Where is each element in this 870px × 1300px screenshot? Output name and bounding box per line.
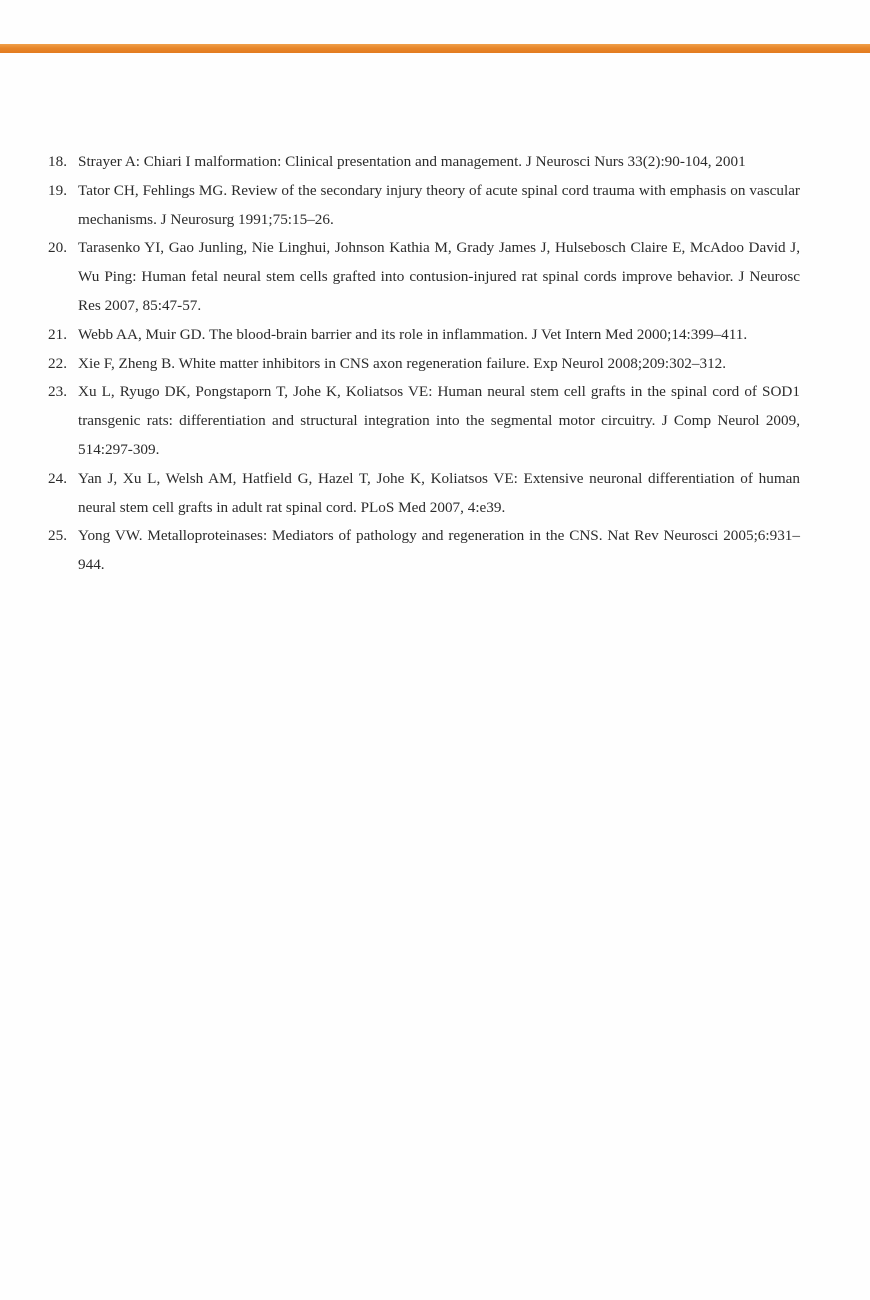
reference-number: 23.	[48, 383, 67, 401]
reference-text: Yan J, Xu L, Welsh AM, Hatfield G, Hazel T, Johe K, Koliatsos VE: Extensive neuronal differentiation of human neural stem cell grafts in adult rat spinal cord. PLoS Med 2007, 4:e39.	[78, 469, 800, 516]
reference-number: 22.	[48, 354, 67, 372]
reference-text: Webb AA, Muir GD. The blood-brain barrier and its role in inflammation. J Vet Intern Med 2000;14:399–411.	[78, 325, 748, 343]
reference-item	[48, 465, 800, 523]
reference-text: Xu L, Ryugo DK, Pongstaporn T, Johe K, Koliatsos VE: Human neural stem cell grafts in the spinal cord of SOD1 transgenic rats: differentiation and structural integration into the segmental motor circuitry. J Comp Neurol 2009, 514:297-309.	[78, 383, 800, 458]
reference-text: Tator CH, Fehlings MG. Review of the secondary injury theory of acute spinal cord trauma with emphasis on vascular mechanisms. J Neurosurg 1991;75:15–26.	[78, 181, 800, 228]
reference-item	[48, 148, 800, 177]
reference-item	[48, 522, 800, 580]
reference-number: 21.	[48, 325, 67, 343]
reference-number: 18.	[48, 153, 67, 170]
reference-text: Strayer A: Chiari I malformation: Clinical presentation and management. J Neurosci Nurs 33(2):90-104, 2001	[78, 153, 746, 170]
reference-number: 19.	[48, 181, 67, 199]
reference-number: 25.	[48, 527, 67, 545]
reference-item	[48, 321, 800, 350]
reference-list	[48, 148, 800, 580]
reference-number: 20.	[48, 239, 67, 257]
reference-text: Yong VW. Metalloproteinases: Mediators of pathology and regeneration in the CNS. Nat Rev Neurosci 2005;6:931–944.	[78, 527, 800, 574]
reference-item	[48, 234, 800, 320]
reference-item	[48, 350, 800, 379]
reference-number: 24.	[48, 469, 67, 487]
orange-header-rule	[0, 44, 870, 53]
reference-item	[48, 378, 800, 464]
reference-text: Xie F, Zheng B. White matter inhibitors in CNS axon regeneration failure. Exp Neurol 2008;209:302–312.	[78, 354, 727, 372]
reference-text: Tarasenko YI, Gao Junling, Nie Linghui, Johnson Kathia M, Grady James J, Hulsebosch Claire E, McAdoo David J, Wu Ping: Human fetal neural stem cells grafted into contusion-injured rat spinal cords improve behavior. J Neurosc Res 2007, 85:47-57.	[78, 239, 800, 314]
reference-item	[48, 177, 800, 235]
